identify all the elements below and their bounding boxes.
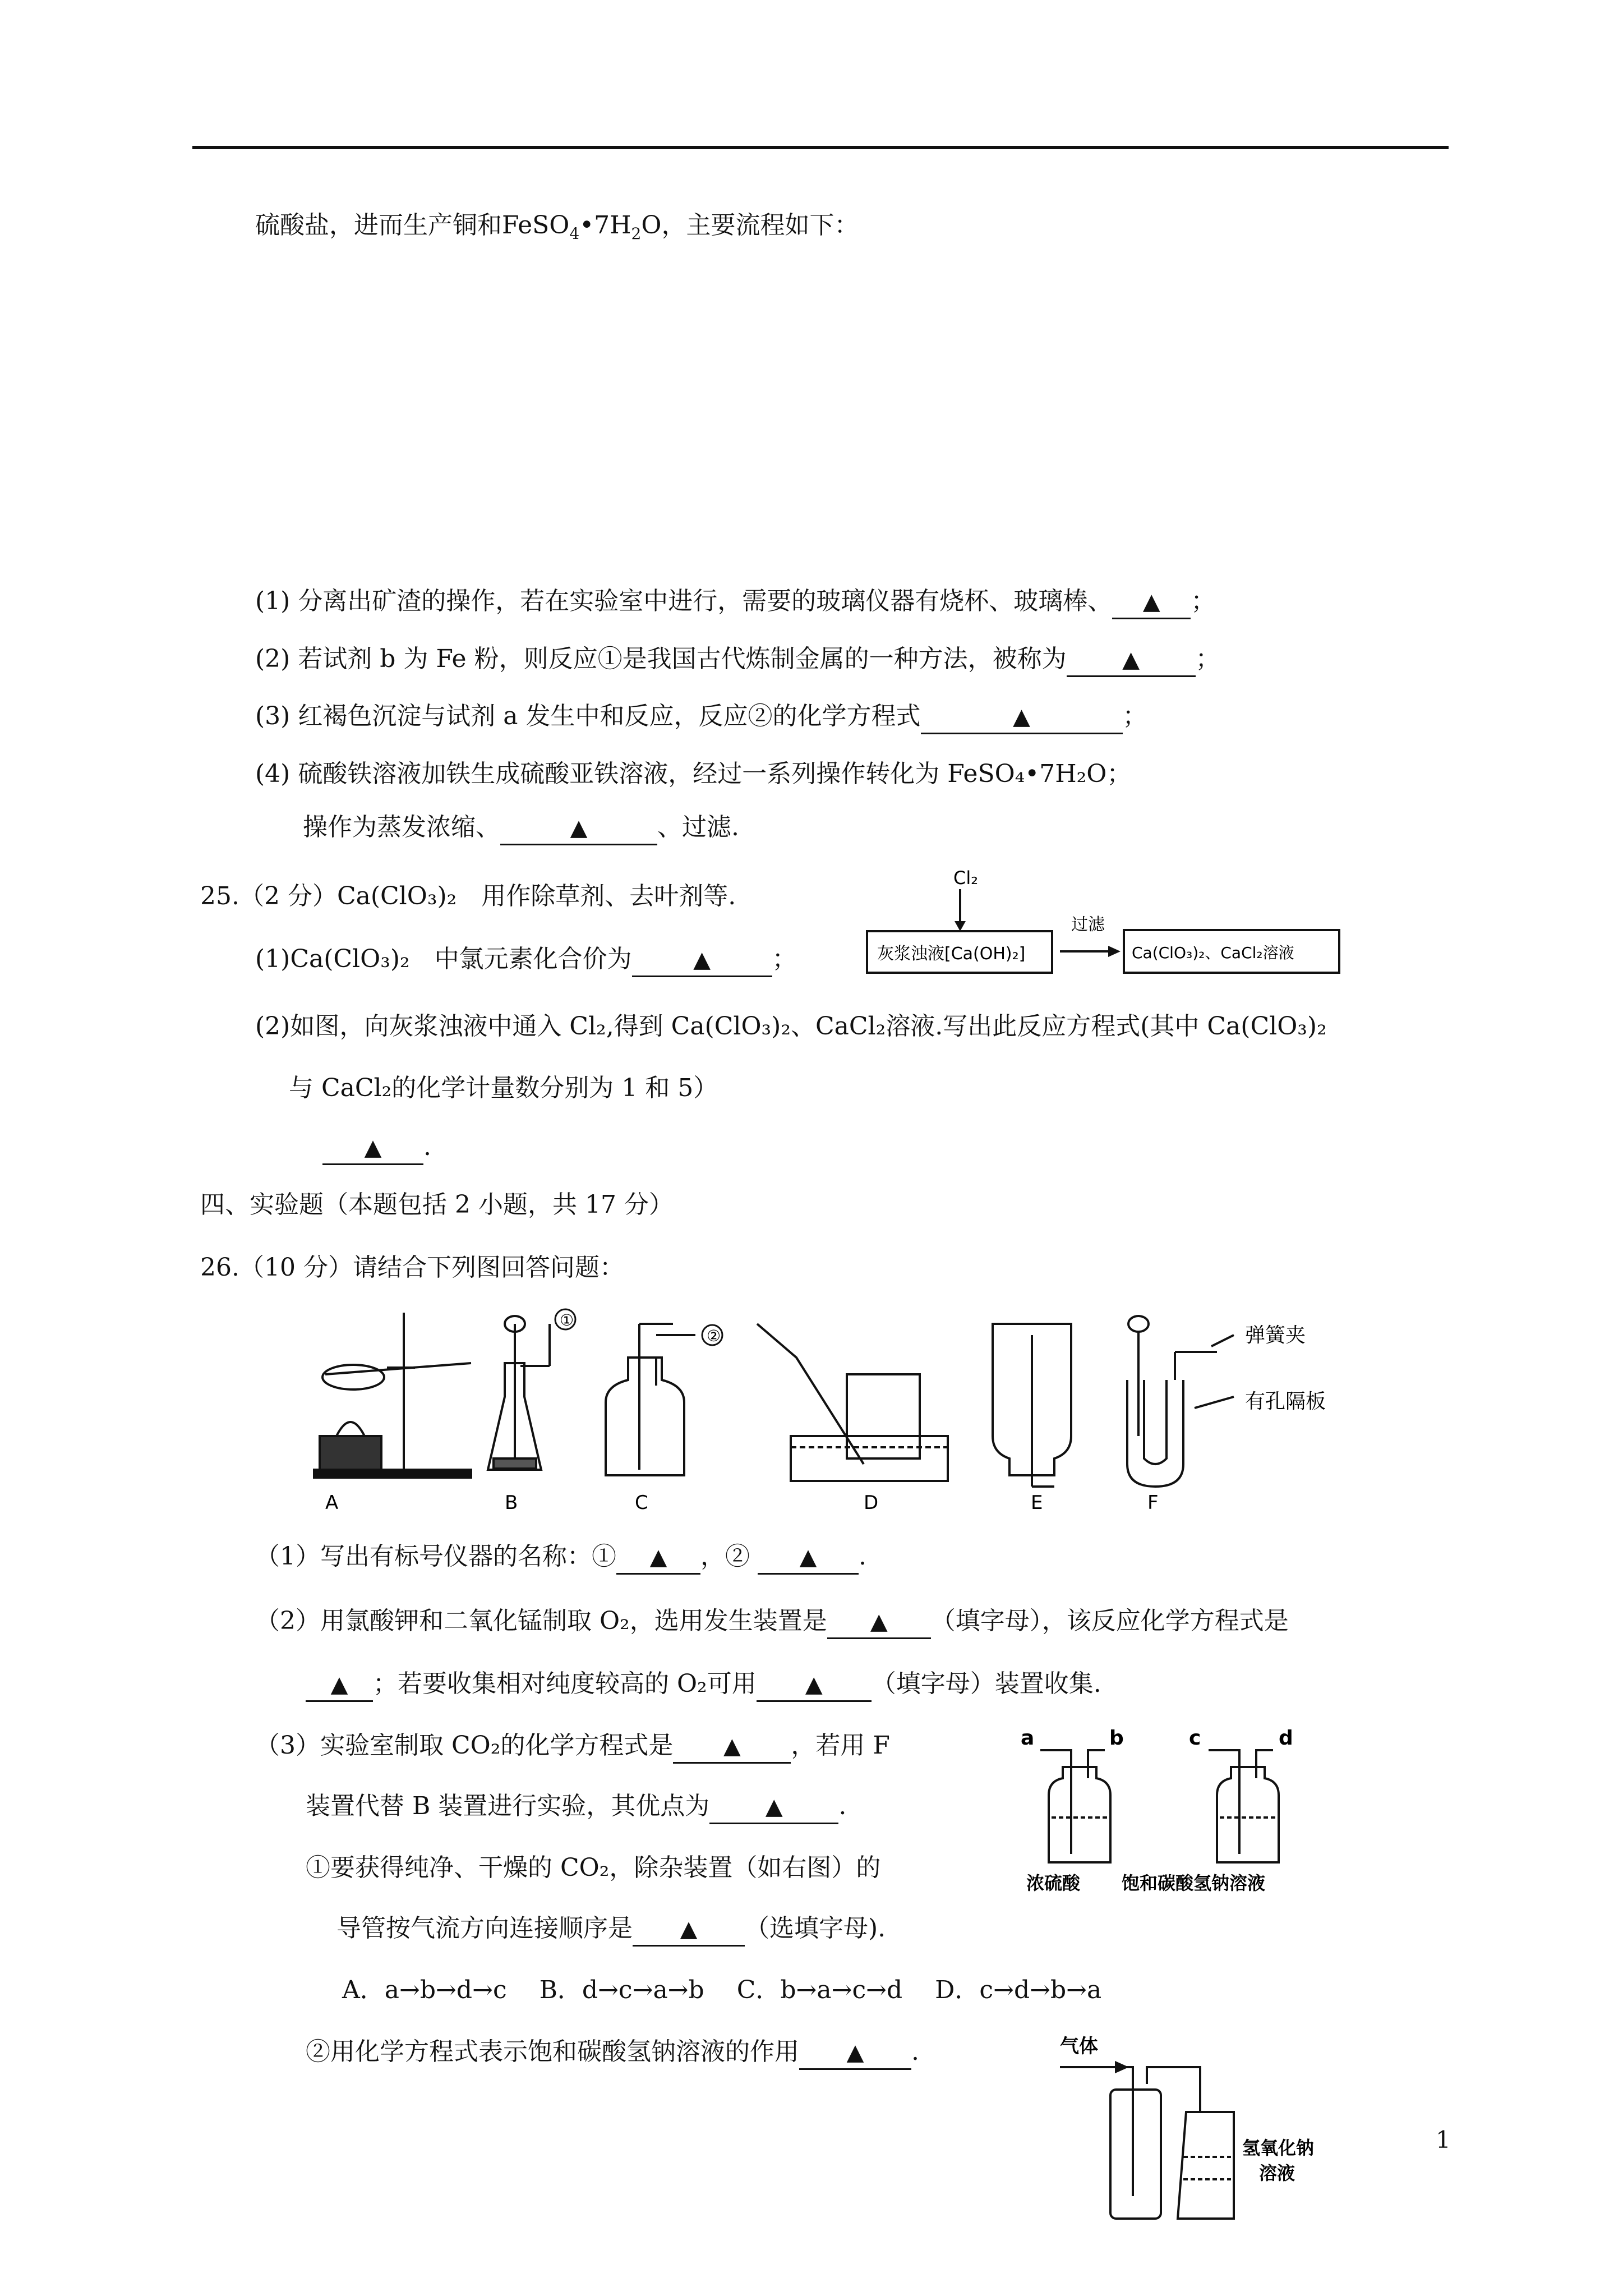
q25-head: 25.（2 分）Ca(ClO₃)₂ 用作除草剂、去叶剂等. (200, 882, 736, 910)
answer-blank[interactable]: ▲ (709, 1791, 838, 1824)
q24-item-4-cont: 操作为蒸发浓缩、 ▲ 、过滤. (303, 811, 739, 845)
q26-line-6: ①要获得纯净、干燥的 CO₂，除杂装置（如右图）的 (306, 1853, 881, 1882)
answer-blank[interactable]: ▲ (758, 1541, 859, 1575)
answer-blank[interactable]: ▲ (827, 1605, 931, 1639)
answer-blank[interactable]: ▲ (322, 1131, 423, 1165)
apparatus-b (488, 1316, 550, 1470)
absorber-figure (1049, 2028, 1396, 2230)
q26-line-4: （3）实验室制取 CO₂的化学方程式是 ▲ ，若用 F (255, 1729, 890, 1764)
q26-options: A．a→b→d→c B．d→c→a→b C．b→a→c→d D．c→d→b→a (342, 1976, 1102, 2004)
svg-text:d: d (1279, 1727, 1293, 1750)
q24-item-3: (3) 红褐色沉淀与试剂 a 发生中和反应，反应②的化学方程式 ▲ ； (255, 700, 1147, 734)
apparatus-d (757, 1324, 948, 1481)
header-rule (192, 146, 1449, 149)
q26-line-1: （1）写出有标号仪器的名称：① ▲ ，② ▲ . (255, 1540, 866, 1575)
section-4-heading: 四、实验题（本题包括 2 小题，共 17 分） (200, 1190, 674, 1219)
q25-process-diagram (864, 858, 1346, 976)
apparatus-f (1127, 1316, 1234, 1487)
label-c: C (635, 1492, 648, 1514)
mark-1: ① (560, 1311, 574, 1329)
apparatus-c (606, 1324, 695, 1475)
q26-line-7: 导管按气流方向连接顺序是 ▲ （选填字母). (336, 1912, 886, 1947)
apparatus-e (993, 1324, 1071, 1487)
naoh-label-1: 氢氧化钠 (1242, 2137, 1315, 2159)
label-d: D (864, 1492, 879, 1514)
q24-intro: 硫酸盐，进而生产铜和$FeSO_4•7H_2O$，主要流程如下： (255, 211, 859, 243)
q26-line-2: （2）用氯酸钾和二氧化锰制取 O₂，选用发生装置是 ▲ （填字母），该反应化学方程式是 (255, 1604, 1289, 1639)
answer-blank[interactable]: ▲ (633, 1913, 745, 1947)
svg-text:a: a (1021, 1727, 1035, 1750)
q25-item-2-cont: 与 CaCl₂的化学计量数分别为 1 和 5） (289, 1074, 718, 1102)
q26-line-5: 装置代替 B 装置进行实验，其优点为 ▲ . (306, 1789, 846, 1824)
svg-text:b: b (1109, 1727, 1124, 1750)
naoh-label-2: 溶液 (1259, 2162, 1295, 2184)
solution-label: Ca(ClO₃)₂、CaCl₂溶液 (1132, 944, 1294, 962)
wash-bottles-figure (1009, 1711, 1357, 1896)
answer-blank[interactable]: ▲ (799, 2036, 911, 2070)
answer-blank[interactable]: ▲ (616, 1541, 700, 1575)
answer-blank[interactable]: ▲ (921, 701, 1123, 734)
apparatus-figure (303, 1301, 1391, 1515)
apparatus-a (314, 1313, 471, 1478)
label-f: F (1147, 1492, 1159, 1514)
q24-item-1: (1) 分离出矿渣的操作，若在实验室中进行，需要的玻璃仪器有烧杯、玻璃棒、 ▲ ； (255, 585, 1215, 619)
gas-label: 气体 (1060, 2035, 1098, 2058)
answer-blank[interactable]: ▲ (1067, 643, 1196, 677)
answer-blank[interactable]: ▲ (306, 1668, 373, 1702)
perforated-plate-label: 有孔隔板 (1245, 1390, 1326, 1413)
slurry-label: 灰浆浊液[Ca(OH)₂] (877, 944, 1026, 964)
q25-answer: ▲ . (322, 1130, 431, 1165)
q26-line-3: ▲ ；若要收集相对纯度较高的 O₂可用 ▲ （填字母）装置收集. (306, 1667, 1101, 1702)
svg-text:c: c (1189, 1727, 1201, 1750)
conc-sulfuric-label: 浓硫酸 (1026, 1872, 1081, 1894)
answer-blank[interactable]: ▲ (500, 812, 657, 845)
mark-2: ② (707, 1327, 721, 1345)
q24-item-2: (2) 若试剂 b 为 Fe 粉，则反应①是我国古代炼制金属的一种方法，被称为 ▲ ； (255, 642, 1220, 677)
label-a: A (325, 1492, 339, 1514)
q24-item-4: (4) 硫酸铁溶液加铁生成硫酸亚铁溶液，经过一系列操作转化为 FeSO₄•7H₂O； (255, 760, 1132, 788)
q25-item-1: (1)Ca(ClO₃)₂ 中氯元素化合价为 ▲ ； (255, 942, 797, 977)
q26-head: 26.（10 分）请结合下列图回答问题： (200, 1253, 624, 1282)
bicarbonate-bottle (1209, 1750, 1279, 1862)
filter-label: 过滤 (1071, 915, 1105, 935)
q26-line-9: ②用化学方程式表示饱和碳酸氢钠溶液的作用 ▲ . (306, 2035, 919, 2070)
label-e: E (1031, 1492, 1043, 1514)
answer-blank[interactable]: ▲ (632, 944, 772, 977)
conc-sulfuric-bottle (1040, 1750, 1110, 1862)
spring-clip-label: 弹簧夹 (1245, 1324, 1306, 1347)
cl2-label: Cl₂ (953, 867, 979, 889)
answer-blank[interactable]: ▲ (1112, 586, 1191, 619)
page-number: 1 (1436, 2126, 1451, 2154)
label-b: B (505, 1492, 518, 1514)
answer-blank[interactable]: ▲ (757, 1668, 872, 1702)
bicarbonate-label: 饱和碳酸氢钠溶液 (1122, 1872, 1266, 1894)
q25-item-2: (2)如图，向灰浆浊液中通入 Cl₂,得到 Ca(ClO₃)₂、CaCl₂溶液.写出此反应方程式(其中 Ca(ClO₃)₂ (255, 1012, 1327, 1041)
answer-blank[interactable]: ▲ (673, 1730, 791, 1764)
